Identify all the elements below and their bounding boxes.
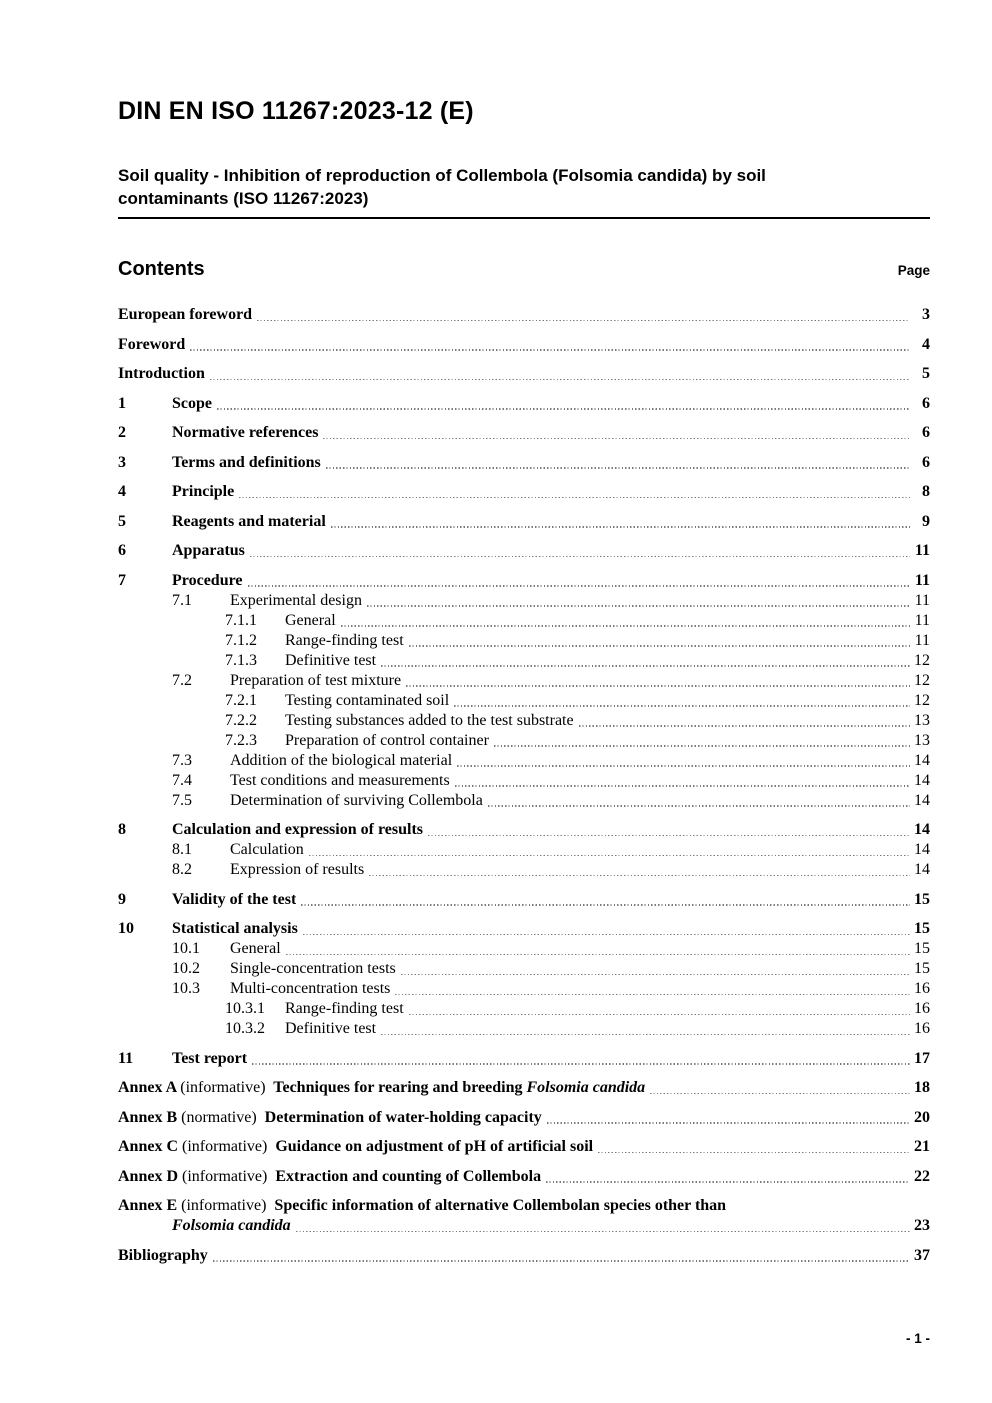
toc-row <box>118 571 930 591</box>
toc-entry-text-run: Expression of results <box>230 861 365 878</box>
toc-list <box>118 305 930 1266</box>
toc-entry-title <box>230 860 364 880</box>
toc-dot-leader <box>409 1014 910 1016</box>
toc-page-number: 14 <box>914 771 930 789</box>
toc-entry-text-run: General <box>285 611 336 629</box>
toc-dot-leader <box>190 349 910 351</box>
toc-row <box>118 631 930 651</box>
doc-title-line2: contaminants (ISO 11267:2023) <box>118 189 369 208</box>
toc-page-number: 23 <box>914 1217 930 1234</box>
toc-entry-number: 7.1.2 <box>225 631 257 649</box>
doc-title-line1: Soil quality - Inhibition of reproduction of Collembola (Folsomia candida) by soil <box>118 166 766 185</box>
toc-entry-text-run: Test report <box>172 1049 248 1067</box>
toc-entry-number: 5 <box>118 512 126 530</box>
toc-page-number: 5 <box>922 365 930 382</box>
toc-dot-leader <box>257 320 910 322</box>
toc-dot-leader <box>546 1181 910 1183</box>
toc-dot-leader <box>286 954 910 956</box>
toc-entry-number: 8 <box>118 821 126 838</box>
doc-number: DIN EN ISO 11267:2023-12 (E) <box>118 97 474 125</box>
toc-entry-number: 7.2.1 <box>225 691 257 709</box>
toc-entry-number: 4 <box>118 483 126 500</box>
toc-entry-title <box>118 1137 593 1157</box>
toc-entry-number: 3 <box>118 453 126 471</box>
toc-entry-number: 1 <box>118 394 126 412</box>
toc-entry-number: 8.2 <box>172 861 192 878</box>
toc-entry-number: 9 <box>118 890 126 908</box>
toc-row <box>118 820 930 840</box>
toc-row <box>118 364 930 384</box>
toc-dot-leader <box>326 467 910 469</box>
toc-entry-number: 7.2.2 <box>225 711 257 729</box>
toc-row <box>118 305 930 325</box>
toc-entry-title <box>118 1108 542 1128</box>
toc-row <box>118 1108 930 1128</box>
toc-entry-number: 10.3 <box>172 980 200 997</box>
toc-entry-title <box>172 1216 291 1236</box>
toc-entry-number: 7 <box>118 571 126 589</box>
toc-entry-title <box>285 731 489 751</box>
toc-entry-title <box>230 751 452 771</box>
toc-entry-text-run: Definitive test <box>285 651 377 669</box>
toc-entry-text-run: Foreword <box>118 335 186 353</box>
toc-entry-text-run: Addition of the biological material <box>230 751 453 769</box>
toc-dot-leader <box>579 725 910 727</box>
toc-dot-leader <box>428 835 910 837</box>
toc-row <box>118 691 930 711</box>
toc-entry-title <box>230 939 281 959</box>
toc-page-number: 11 <box>914 591 930 609</box>
toc-dot-leader <box>369 875 910 877</box>
toc-entry-text-run: Principle <box>172 483 235 500</box>
toc-entry-title <box>172 820 423 840</box>
toc-entry-number: 10.3.1 <box>225 1000 265 1017</box>
toc-entry-text-run: (normative) <box>181 1108 257 1126</box>
toc-page-number: 37 <box>914 1246 930 1264</box>
toc-page-number: 13 <box>914 711 930 729</box>
toc-entry-text-run: Introduction <box>118 365 205 382</box>
toc-row <box>118 1167 930 1187</box>
toc-entry-title <box>285 691 449 711</box>
toc-entry-title <box>230 671 401 691</box>
toc-entry-title <box>118 1246 208 1266</box>
toc-dot-leader <box>381 1034 910 1036</box>
toc-page-number: 16 <box>914 1020 930 1037</box>
toc-row <box>118 482 930 502</box>
toc-entry-title <box>172 394 212 414</box>
toc-row <box>118 671 930 691</box>
toc-dot-leader <box>303 934 910 936</box>
toc-page-number: 9 <box>922 512 930 530</box>
toc-entry-text-run: Preparation of control container <box>285 731 489 749</box>
toc-row <box>118 711 930 731</box>
toc-row <box>118 1137 930 1157</box>
toc-dot-leader <box>454 705 910 707</box>
toc-page-number: 12 <box>914 651 930 669</box>
toc-page-number: 17 <box>914 1049 930 1067</box>
toc-entry-title <box>172 453 321 473</box>
toc-page-number: 15 <box>914 920 930 937</box>
toc-entry-text-run: Scope <box>172 394 212 412</box>
toc-page-number: 13 <box>914 731 930 749</box>
toc-dot-leader <box>409 645 910 647</box>
toc-page-number: 22 <box>914 1167 930 1185</box>
toc-entry-text-run: Apparatus <box>172 542 245 559</box>
toc-entry-number: 8.1 <box>172 841 192 858</box>
contents-header <box>118 258 930 281</box>
toc-entry-title <box>172 512 326 532</box>
toc-entry-text-run: Determination of water-holding capacity <box>256 1108 542 1126</box>
toc-entry-number: 7.1 <box>172 591 192 609</box>
toc-entry-text-run: Extraction and counting of Collembola <box>267 1167 542 1185</box>
toc-page-number: 14 <box>914 791 930 809</box>
toc-dot-leader <box>213 1260 910 1262</box>
toc-dot-leader <box>296 1231 910 1233</box>
toc-entry-number: 6 <box>118 542 126 559</box>
toc-row <box>118 771 930 791</box>
toc-entry-text-run: Procedure <box>172 571 243 589</box>
toc-entry-text-run: Experimental design <box>230 591 362 609</box>
toc-entry-title <box>230 959 396 979</box>
toc-row <box>118 890 930 910</box>
toc-entry-text-run: Multi-concentration tests <box>230 980 391 997</box>
toc-entry-title <box>230 979 390 999</box>
toc-entry-text-run: Range-finding test <box>285 631 404 649</box>
toc-entry-text-run: Test conditions and measurements <box>230 771 450 789</box>
toc-row-continuation <box>118 1216 930 1236</box>
toc-entry-text-run: (informative) <box>181 1197 267 1214</box>
toc-row <box>118 731 930 751</box>
toc-entry-text-run: Techniques for rearing and breeding <box>265 1079 527 1096</box>
toc-entry-title <box>172 541 245 561</box>
toc-entry-text-run: Folsomia candida <box>172 1217 291 1234</box>
toc-entry-title <box>285 651 376 671</box>
toc-entry-text-run: Testing contaminated soil <box>285 691 450 709</box>
toc-page-number: 3 <box>922 306 930 323</box>
toc-dot-leader <box>457 765 910 767</box>
toc-page-number: 18 <box>914 1079 930 1096</box>
toc-entry-text-run: Annex C <box>118 1138 183 1155</box>
toc-dot-leader <box>401 974 910 976</box>
toc-entry-title <box>118 305 252 325</box>
toc-entry-title <box>230 591 362 611</box>
toc-row <box>118 860 930 880</box>
toc-dot-leader <box>331 526 910 528</box>
toc-entry-title <box>172 1049 247 1069</box>
toc-entry-title <box>172 482 234 502</box>
toc-entry-title <box>172 890 296 910</box>
toc-row <box>118 591 930 611</box>
toc-page-number: 14 <box>914 751 930 769</box>
page-column-label: Page <box>897 263 930 278</box>
toc-dot-leader <box>248 585 911 587</box>
toc-row <box>118 453 930 473</box>
toc-dot-leader <box>252 1063 910 1065</box>
toc-entry-number: 7.3 <box>172 751 192 769</box>
toc-entry-text-run: Annex E <box>118 1197 182 1214</box>
toc-row <box>118 651 930 671</box>
toc-entry-title <box>172 571 243 591</box>
toc-entry-text-run: Validity of the test <box>172 890 297 908</box>
toc-entry-title <box>230 771 450 791</box>
toc-entry-title <box>118 1167 541 1187</box>
toc-entry-title <box>285 1019 376 1039</box>
toc-row <box>118 394 930 414</box>
toc-page-number: 11 <box>914 571 930 589</box>
toc-row <box>118 979 930 999</box>
toc-dot-leader <box>650 1093 910 1095</box>
contents-heading: Contents <box>118 258 205 280</box>
toc-entry-title <box>118 1196 726 1216</box>
toc-row <box>118 1246 930 1266</box>
toc-entry-title <box>230 791 483 811</box>
toc-row <box>118 512 930 532</box>
toc-entry-text-run: Folsomia candida <box>526 1079 646 1096</box>
toc-page-number: 20 <box>914 1108 930 1126</box>
toc-row <box>118 999 930 1019</box>
toc-row <box>118 959 930 979</box>
toc-entry-text-run: Single-concentration tests <box>230 960 396 977</box>
toc-dot-leader <box>381 665 910 667</box>
toc-row <box>118 939 930 959</box>
toc-entry-text-run: (informative) <box>182 1138 268 1155</box>
page-indicator: - 1 - <box>905 1331 930 1346</box>
toc-entry-text-run: General <box>230 940 281 957</box>
toc-entry-number: 7.2 <box>172 671 192 689</box>
toc-row <box>118 919 930 939</box>
toc-entry-title <box>118 335 185 355</box>
toc-page-number: 6 <box>922 453 930 471</box>
toc-row <box>118 541 930 561</box>
toc-entry-text-run: Terms and definitions <box>172 453 321 471</box>
toc-entry-text-run: Normative references <box>172 424 319 441</box>
toc-entry-text-run: Annex A <box>118 1079 181 1096</box>
toc-dot-leader <box>395 994 910 996</box>
toc-entry-text-run: Reagents and material <box>172 512 326 530</box>
toc-entry-title <box>285 611 336 631</box>
toc-entry-text-run: Calculation and expression of results <box>172 821 423 838</box>
toc-dot-leader <box>217 408 910 410</box>
toc-row <box>118 791 930 811</box>
toc-page-number: 12 <box>914 671 930 689</box>
toc-entry-text-run: Bibliography <box>118 1246 208 1264</box>
toc-dot-leader <box>341 625 910 627</box>
toc-entry-number: 2 <box>118 424 126 441</box>
toc-entry-text-run: Definitive test <box>285 1020 377 1037</box>
toc-entry-number: 7.5 <box>172 791 192 809</box>
toc-entry-title <box>172 423 318 443</box>
toc-row <box>118 840 930 860</box>
toc-page-number: 8 <box>922 483 930 500</box>
toc-dot-leader <box>367 605 910 607</box>
toc-entry-text-run: Specific information of alternative Collembolan species other than <box>266 1197 727 1214</box>
toc-entry-text-run: (informative) <box>180 1079 266 1096</box>
toc-entry-number: 7.1.3 <box>225 651 257 669</box>
toc-entry-text-run: Determination of surviving Collembola <box>230 791 483 809</box>
toc-page-number: 12 <box>914 691 930 709</box>
toc-page-number: 11 <box>914 611 930 629</box>
toc-page-number: 14 <box>914 841 930 858</box>
toc-row <box>118 423 930 443</box>
toc-entry-text-run: Testing substances added to the test substrate <box>285 711 574 729</box>
toc-entry-title <box>285 631 404 651</box>
toc-row <box>118 751 930 771</box>
toc-page-number: 14 <box>914 861 930 878</box>
toc-page-number: 11 <box>914 542 930 559</box>
toc-page-number: 6 <box>922 394 930 412</box>
toc-entry-number: 10.2 <box>172 960 200 977</box>
toc-dot-leader <box>309 855 910 857</box>
toc-entry-text-run: (informative) <box>182 1167 268 1185</box>
toc-entry-number: 10.3.2 <box>225 1020 265 1037</box>
toc-entry-text-run: Range-finding test <box>285 1000 404 1017</box>
toc-entry-title <box>285 711 574 731</box>
toc-page-number: 15 <box>914 890 930 908</box>
toc-entry-title <box>118 1078 645 1098</box>
toc-entry-title <box>230 840 304 860</box>
doc-title <box>118 164 930 219</box>
toc-dot-leader <box>210 379 910 381</box>
toc-dot-leader <box>547 1122 910 1124</box>
toc-entry-number: 10.1 <box>172 940 200 957</box>
toc-page-number: 14 <box>914 821 930 838</box>
toc-dot-leader <box>250 556 910 558</box>
toc-dot-leader <box>239 497 910 499</box>
toc-entry-number: 7.2.3 <box>225 731 257 749</box>
toc-page-number: 16 <box>914 1000 930 1017</box>
toc-entry-title <box>285 999 404 1019</box>
toc-dot-leader <box>406 685 910 687</box>
toc-row <box>118 1196 930 1216</box>
toc-row <box>118 1019 930 1039</box>
toc-entry-text-run: Annex D <box>118 1167 183 1185</box>
toc-entry-text-run: Calculation <box>230 841 304 858</box>
toc-entry-number: 11 <box>118 1049 134 1067</box>
toc-dot-leader <box>455 785 910 787</box>
toc-row <box>118 1078 930 1098</box>
toc-dot-leader <box>494 745 910 747</box>
toc-entry-text-run: Guidance on adjustment of pH of artificial soil <box>267 1138 594 1155</box>
toc-page-number: 15 <box>914 940 930 957</box>
toc-entry-text-run: Preparation of test mixture <box>230 671 402 689</box>
toc-page-number: 6 <box>922 424 930 441</box>
toc-row <box>118 335 930 355</box>
toc-entry-title <box>172 919 298 939</box>
toc-dot-leader <box>301 904 910 906</box>
toc-row <box>118 611 930 631</box>
toc-entry-text-run: Statistical analysis <box>172 920 298 937</box>
toc-page-number: 11 <box>914 631 930 649</box>
toc-dot-leader <box>323 438 910 440</box>
toc-entry-title <box>118 364 205 384</box>
toc-page-number: 15 <box>914 960 930 977</box>
toc-page-number: 4 <box>922 335 930 353</box>
toc-row <box>118 1049 930 1069</box>
toc-page-number: 16 <box>914 980 930 997</box>
toc-dot-leader <box>598 1152 910 1154</box>
toc-dot-leader <box>488 805 910 807</box>
toc-entry-number: 7.4 <box>172 771 192 789</box>
toc-entry-number: 10 <box>118 920 134 937</box>
toc-page-number: 21 <box>914 1138 930 1155</box>
toc-entry-number: 7.1.1 <box>225 611 257 629</box>
toc-entry-text-run: Annex B <box>118 1108 182 1126</box>
toc-entry-text-run: European foreword <box>118 306 253 323</box>
